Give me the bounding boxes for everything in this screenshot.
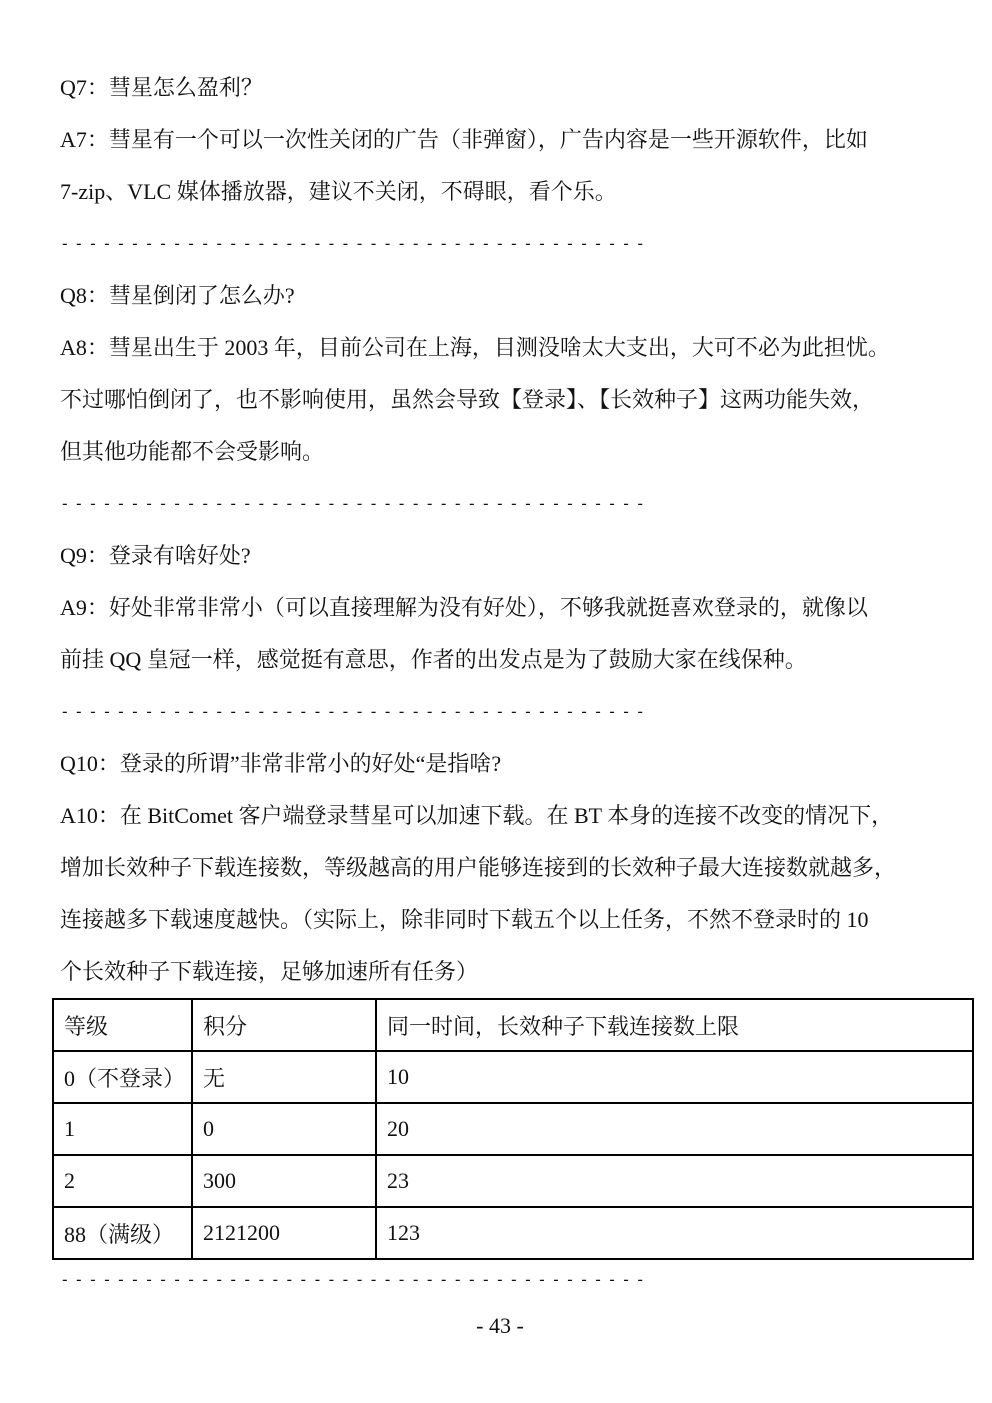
table-header-score: 积分 [192,999,376,1051]
section-separator: ------------------------------------------ [60,234,650,253]
table-cell: 300 [192,1155,376,1207]
answer-line: A10：在 BitComet 客户端登录彗星可以加速下载。在 BT 本身的连接不改变的情况下， [60,803,894,828]
section-separator: ------------------------------------------ [60,702,650,721]
table-row [53,1051,973,1103]
answer-line: 增加长效种子下载连接数，等级越高的用户能够连接到的长效种子最大连接数就越多， [60,855,897,880]
table-header-row [53,999,973,1051]
level-score-table [52,998,974,1260]
question-line-q9: Q9：登录有啥好处? [60,543,251,568]
table-row [53,1103,973,1155]
table-row [53,1155,973,1207]
section-separator: ------------------------------------------ [60,1270,650,1289]
table-cell: 123 [376,1207,973,1259]
question-line-q10: Q10：登录的所谓”非常非常小的好处“是指啥? [60,751,502,776]
table-cell: 1 [53,1103,192,1155]
table-cell: 0 [192,1103,376,1155]
answer-line: 不过哪怕倒闭了，也不影响使用，虽然会导致【登录】、【长效种子】这两功能失效， [60,387,875,412]
table-cell: 2121200 [192,1207,376,1259]
table-row [53,1207,973,1259]
question-line-q7: Q7：彗星怎么盈利？ [60,75,263,100]
table-cell: 10 [376,1051,973,1103]
table-cell: 20 [376,1103,973,1155]
section-separator: ------------------------------------------ [60,494,650,513]
answer-line: A9：好处非常非常小（可以直接理解为没有好处），不够我就挺喜欢登录的，就像以 [60,595,868,620]
page-number: - 43 - [476,1313,524,1338]
answer-line: 但其他功能都不会受影响。 [60,439,325,464]
table-cell: 88（满级） [53,1207,192,1259]
table-header-level: 等级 [53,999,192,1051]
answer-line: A7：彗星有一个可以一次性关闭的广告（非弹窗），广告内容是一些开源软件，比如 [60,127,868,152]
answer-line: 连接越多下载速度越快。（实际上，除非同时下载五个以上任务，不然不登录时的 10 [60,907,869,932]
answer-line: 个长效种子下载连接，足够加速所有任务） [60,959,479,984]
answer-line: A8：彗星出生于 2003 年，目前公司在上海，目测没啥太大支出，大可不必为此担忧。 [60,335,890,360]
table-cell: 0（不登录） [53,1051,192,1103]
table-cell: 2 [53,1155,192,1207]
table-cell: 无 [192,1051,376,1103]
answer-line: 前挂 QQ 皇冠一样，感觉挺有意思，作者的出发点是为了鼓励大家在线保种。 [60,647,807,672]
answer-line: 7-zip、VLC 媒体播放器，建议不关闭，不碍眼，看个乐。 [60,179,617,204]
table-header-connection-limit: 同一时间，长效种子下载连接数上限 [376,999,973,1051]
question-line-q8: Q8：彗星倒闭了怎么办? [60,283,295,308]
table-cell: 23 [376,1155,973,1207]
